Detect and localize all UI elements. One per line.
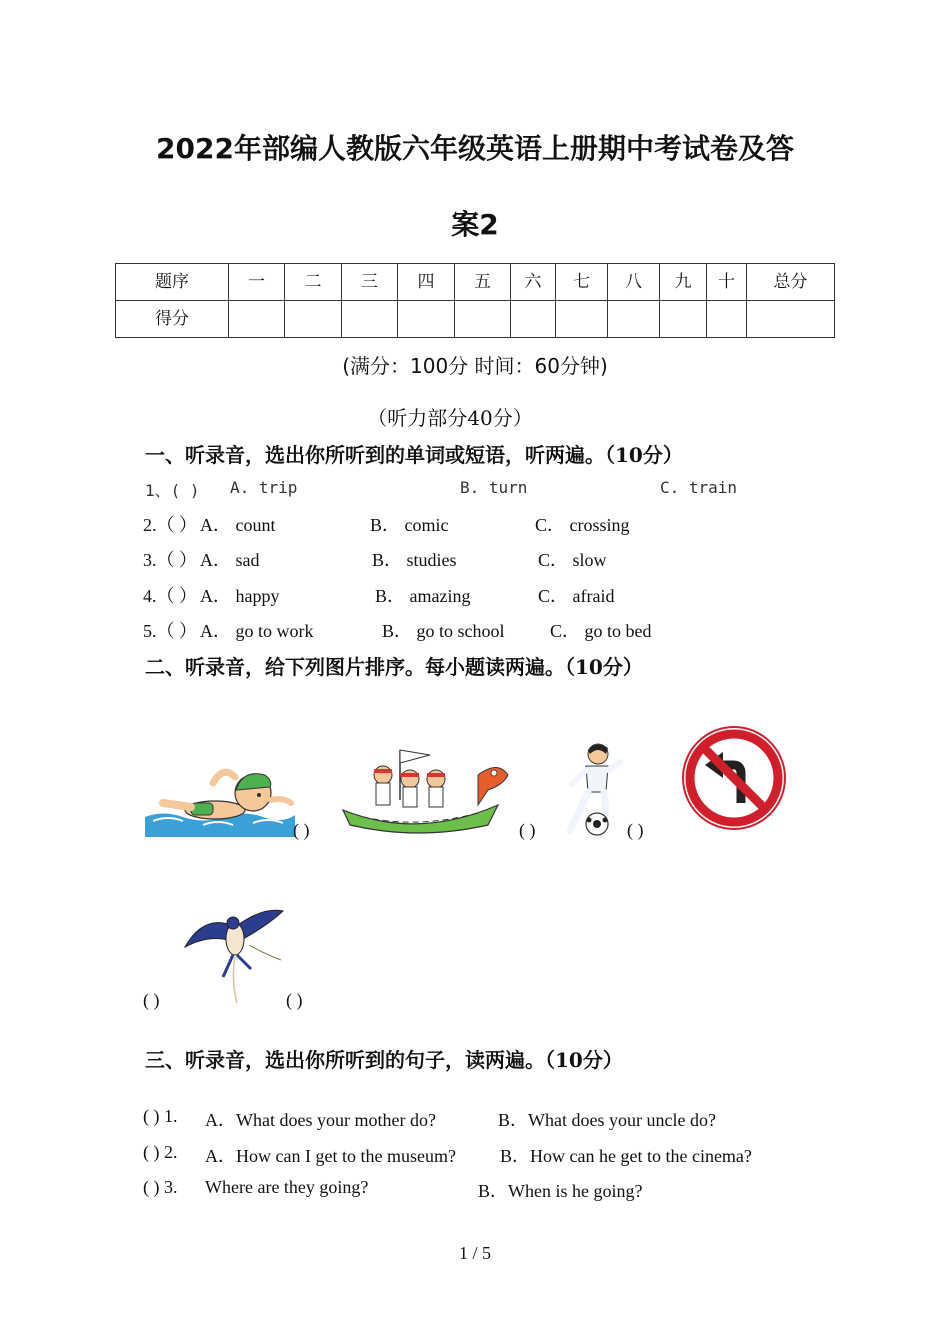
score-table-header-row — [116, 264, 835, 301]
q4-option-a: A． happy — [200, 586, 280, 606]
score-cell[interactable] — [556, 301, 608, 338]
score-row-label: 得分 — [116, 301, 229, 338]
s3-q2-option-b: B．How can he get to the cinema? — [500, 1146, 752, 1166]
score-cell[interactable] — [707, 301, 747, 338]
score-cell[interactable] — [511, 301, 556, 338]
dragon-boat-picture — [338, 745, 510, 837]
q5-number: 5.（ ） — [143, 621, 197, 641]
q1-option-c: C. train — [660, 478, 738, 497]
section3-heading: 三、听录音，选出你所听到的句子，读两遍。（10分） — [145, 1048, 623, 1072]
q1-number: 1、( ) — [145, 481, 200, 500]
score-table-header-cell: 题序 — [116, 264, 229, 301]
exam-info: (满分：100分 时间：60分钟) — [342, 354, 608, 378]
s3-q1-option-a: A．What does your mother do? — [205, 1110, 436, 1130]
q2-option-b: B． comic — [370, 515, 449, 535]
score-cell[interactable] — [747, 301, 835, 338]
score-table — [115, 263, 835, 338]
picture-answer-blank[interactable]: ( ) — [143, 990, 160, 1010]
score-cell[interactable] — [660, 301, 707, 338]
s3-q2-option-a: A．How can I get to the museum? — [205, 1146, 456, 1166]
s3-q3-number: ( ) 3. — [143, 1177, 178, 1197]
score-cell[interactable] — [608, 301, 660, 338]
score-table-header-cell: 六 — [511, 264, 556, 301]
page-title-line2: 案2 — [451, 208, 499, 241]
s3-q2-number: ( ) 2. — [143, 1142, 178, 1162]
s3-q3-option-a: Where are they going? — [205, 1177, 369, 1197]
picture-answer-blank[interactable]: ( ) — [293, 820, 310, 840]
q5-option-c: C． go to bed — [550, 621, 652, 641]
s3-q3-option-b: B．When is he going? — [478, 1181, 643, 1201]
score-cell[interactable] — [342, 301, 398, 338]
section1-heading: 一、听录音，选出你所听到的单词或短语，听两遍。（10分） — [145, 443, 683, 467]
picture-answer-blank[interactable]: ( ) — [627, 820, 644, 840]
q3-option-c: C． slow — [538, 550, 607, 570]
q4-option-b: B． amazing — [375, 586, 471, 606]
score-table-header-cell: 七 — [556, 264, 608, 301]
no-left-turn-sign-icon — [681, 725, 787, 831]
q3-option-a: A． sad — [200, 550, 260, 570]
score-table-header-cell: 八 — [608, 264, 660, 301]
q2-option-c: C． crossing — [535, 515, 630, 535]
section2-heading: 二、听录音，给下列图片排序。每小题读两遍。（10分） — [145, 655, 643, 679]
s3-q1-number: ( ) 1. — [143, 1106, 178, 1126]
football-picture — [560, 740, 626, 838]
score-table-header-cell: 五 — [455, 264, 511, 301]
score-table-header-cell: 四 — [398, 264, 455, 301]
score-cell[interactable] — [398, 301, 455, 338]
page-number: 1 / 5 — [458, 1243, 491, 1263]
q3-option-b: B． studies — [372, 550, 457, 570]
swallow-kite-picture — [183, 905, 285, 1005]
s3-q1-option-b: B．What does your uncle do? — [498, 1110, 716, 1130]
q2-number: 2.（ ） — [143, 515, 197, 535]
score-table-header-cell: 一 — [229, 264, 285, 301]
score-table-header-cell: 九 — [660, 264, 707, 301]
score-table-header-cell: 三 — [342, 264, 398, 301]
swimming-picture — [143, 755, 298, 840]
score-cell[interactable] — [285, 301, 342, 338]
score-table-header-cell: 二 — [285, 264, 342, 301]
q3-number: 3.（ ） — [143, 550, 197, 570]
score-cell[interactable] — [455, 301, 511, 338]
q1-option-a: A. trip — [230, 478, 298, 497]
q2-option-a: A． count — [200, 515, 276, 535]
q5-option-a: A． go to work — [200, 621, 314, 641]
q4-number: 4.（ ） — [143, 586, 197, 606]
q5-option-b: B． go to school — [382, 621, 505, 641]
q1-option-b: B. turn — [460, 478, 528, 497]
score-table-score-row — [116, 301, 835, 338]
score-table-header-cell: 十 — [707, 264, 747, 301]
q4-option-c: C． afraid — [538, 586, 615, 606]
score-cell[interactable] — [229, 301, 285, 338]
page-title-line1: 2022年部编人教版六年级英语上册期中考试卷及答 — [156, 132, 794, 165]
score-table-header-cell: 总分 — [747, 264, 835, 301]
picture-answer-blank[interactable]: ( ) — [286, 990, 303, 1010]
listening-part-label: （听力部分40分） — [367, 406, 533, 430]
picture-answer-blank[interactable]: ( ) — [519, 820, 536, 840]
